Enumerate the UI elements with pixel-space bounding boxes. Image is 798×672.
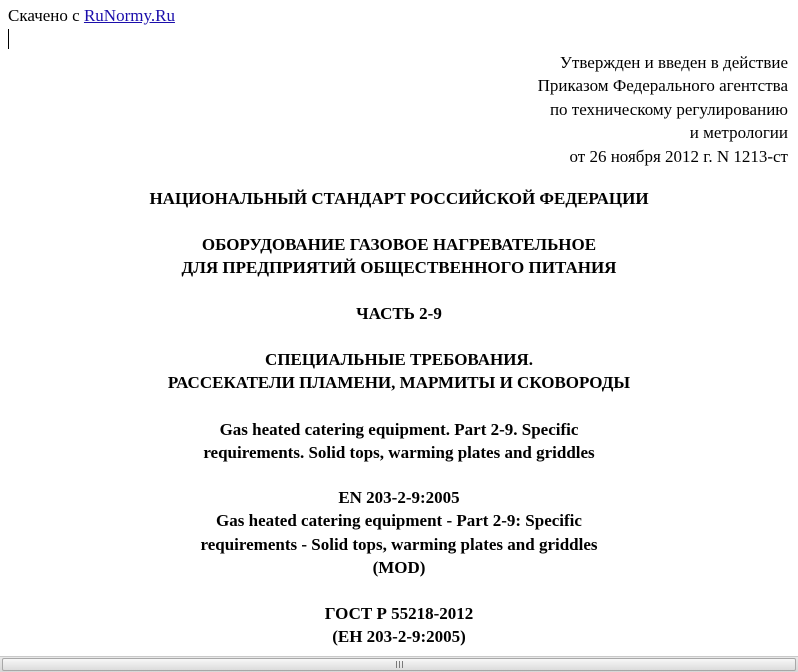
part-label xyxy=(0,302,798,326)
title-ru-line: ОБОРУДОВАНИЕ ГАЗОВОЕ НАГРЕВАТЕЛЬНОЕ xyxy=(201,235,597,254)
source-line xyxy=(8,6,175,26)
approval-line: по техническому регулированию xyxy=(549,99,788,119)
source-prefix: Скачено с xyxy=(8,6,80,25)
standard-heading-text: НАЦИОНАЛЬНЫЙ СТАНДАРТ РОССИЙСКОЙ ФЕДЕРАЦИИ xyxy=(149,189,649,208)
en-reference-line: requirements - Solid tops, warming plates and griddles xyxy=(200,534,598,554)
title-en-line: requirements. Solid tops, warming plates and griddles xyxy=(203,443,595,462)
title-ru-line: ДЛЯ ПРЕДПРИЯТИЙ ОБЩЕСТВЕННОГО ПИТАНИЯ xyxy=(181,258,617,277)
text-cursor xyxy=(8,29,9,49)
subtitle-ru-line: СПЕЦИАЛЬНЫЕ ТРЕБОВАНИЯ. xyxy=(265,350,533,369)
gost-line: (ЕН 203-2-9:2005) xyxy=(332,627,466,646)
horizontal-scrollbar[interactable] xyxy=(0,656,798,672)
scrollbar-thumb[interactable] xyxy=(2,658,796,671)
title-ru xyxy=(0,233,798,279)
approval-line: Утвержден и введен в действие xyxy=(559,53,788,72)
grip-icon xyxy=(396,661,406,668)
title-en xyxy=(0,418,798,464)
title-en-line: Gas heated catering equipment. Part 2-9. Specific xyxy=(219,420,579,439)
part-label-text: ЧАСТЬ 2-9 xyxy=(356,304,442,323)
approval-block xyxy=(538,51,788,168)
en-reference-line: Gas heated catering equipment - Part 2-9: Specific xyxy=(216,511,582,531)
runormy-link[interactable]: RuNormy.Ru xyxy=(83,6,175,25)
approval-line: и метрологии xyxy=(689,123,788,143)
subtitle-ru-line: РАССЕКАТЕЛИ ПЛАМЕНИ, МАРМИТЫ И СКОВОРОДЫ xyxy=(167,373,631,392)
approval-line: Приказом Федерального агентства xyxy=(537,76,788,96)
en-reference-line: EN 203-2-9:2005 xyxy=(338,488,460,507)
gost-designation xyxy=(0,602,798,648)
en-reference xyxy=(0,486,798,580)
approval-line: от 26 ноября 2012 г. N 1213-ст xyxy=(569,146,788,166)
standard-heading xyxy=(0,187,798,211)
subtitle-ru xyxy=(0,348,798,394)
en-reference-line: (MOD) xyxy=(372,558,426,578)
gost-line: ГОСТ Р 55218-2012 xyxy=(324,604,474,623)
